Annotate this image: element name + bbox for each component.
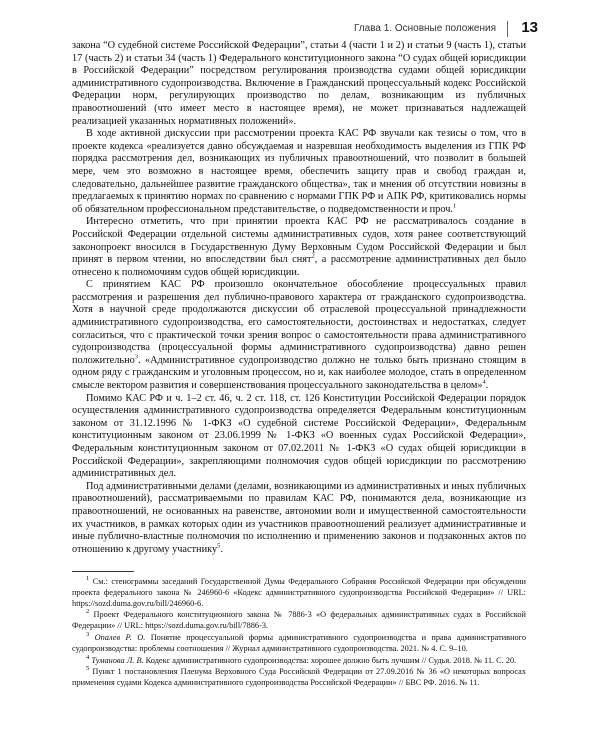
paragraph: закона “О судебной системе Российской Федерации”, статьи 4 (части 1 и 2) и статьи 9 (часть 1), статьи 17 (часть 2) и статьи 34 (часть 1) Федерального конституционного закона “О судах общей юрисдикции в Российской Федерации” посредством регулирования производства судами общей юрисдикции административного судопроизводства. Включение в Гражданский процессуальный кодекс Российской Федерации норм, регулирующих производство по делам, возникающим из публичных правоотношений (что имеет место в настоящее время), не может признаваться надлежащей реализацией указанных нормативных положений». [72,40,526,127]
footnote-number: 1 [86,575,90,583]
footnote-ref[interactable]: 4 [482,378,486,386]
header-divider [507,21,508,37]
footnote-number: 3 [86,631,90,639]
running-header [60,18,538,40]
footnote-number: 2 [86,608,90,616]
footnote: $^3$ Опалев Р. О. Понятие процессуальной формы административного судопроизводства и права административного судопроизводства: проблемы соотношения // Журнал административного судопроизводства. 2021. № 4. С. 9–10. [72,631,527,653]
footnote-divider [72,571,134,572]
footnote-author: Туманова Л. В. [91,655,144,665]
chapter-title: Глава 1. Основные положения [353,23,496,34]
footnote: $^2$ Проект Федерального конституционного закона № 7886-3 «О федеральных административных судах в Российской Федерации» // URL: https://sozd.duma.gov.ru/bill/7886-3. [72,608,526,631]
footnote-ref[interactable]: 1 [452,202,457,210]
footnote-number: 5 [86,665,90,673]
footnote-author: Опалев Р. О. [94,632,146,642]
main-text [72,40,526,556]
footnote: $^4$ Туманова Л. В. Кодекс административного судопроизводства: хорошее должно быть лучшим // Судья. 2018. № 11. С. 20. [86,653,517,665]
footnotes [72,577,526,690]
footnote-ref[interactable]: 2 [311,252,315,260]
footnote: $^5$ Пункт 1 постановления Пленума Верховного Суда Российской Федерации от 27.09.2016 № 36 «О некоторых вопросах применения судами Кодекса административного судопроизводства Российской Федерации» // БВС РФ. 2016. № 11. [72,665,526,688]
footnote-number: 4 [86,653,90,661]
page-number: 13 [521,19,538,36]
paragraph: В ходе активной дискуссии при рассмотрении проекта КАС РФ звучали как тезисы о том, что в проекте кодекса «реализуется давно обсуждаемая и назревшая необходимость выделения из ГПК РФ порядка рассмотрения дел, возникающих из публичных правоотношений, что позволит в большей мере, чем это возможно в настоящее время, обеспечить защиту прав и свобод граждан и, следовательно, дальнейшее развитие гражданского общества», так и мнения об отсутствии новизны в предлагаемых к принятию нормах по сравнению с нормами ГПК РФ и АПК РФ, критиковались нормы об обязательном профессиональном представительстве, о подведомственности и проч.$^1$ [72,128,526,215]
paragraph: Интересно отметить, что при принятии проекта КАС РФ не рассматривалось создание в Российской Федерации отдельной системы административных судов, хотя ранее соответствующий законопроект вносился в Государственную Думу Верховным Судом Российской Федерации и был принят в первом чтении, но впоследствии был снят$^2$, а рассмотрение административных дел было отнесено к полномочиям судов общей юрисдикции. [72,216,526,278]
footnote-ref[interactable]: 3 [134,353,138,361]
footnote-ref[interactable]: 5 [217,542,221,550]
footnote: $^1$ См.: стенограммы заседаний Государственной Думы Федерального Собрания Российской Федерации при обсуждении проекта федерального закона № 246960-6 «Кодекс административного судопроизводства Российской Федерации» // URL: https://sozd.duma.gov.ru/bill/246960-6. [72,575,526,608]
paragraph: Помимо КАС РФ и ч. 1–2 ст. 46, ч. 2 ст. 118, ст. 126 Конституции Российской Федерации порядок осуществления административного судопроизводства определяется Федеральным конституционным законом от 31.12.1996 № 1-ФКЗ «О судебной системе Российской Федерации», Федеральным конституционным законом от 23.06.1999 № 1-ФКЗ «О военных судах Российской Федерации», Федеральным конституционным законом от 07.02.2011 № 1-ФКЗ «О судах общей юрисдикции в Российской Федерации», закрепляющими полномочия судов общей юрисдикции по рассмотрению административных дел. [72,392,526,480]
paragraph: С принятием КАС РФ произошло окончательное обособление процессуальных правил рассмотрения и разрешения дел публично-правового характера от гражданского судопроизводства. Хотя в научной среде продолжаются дискуссии об отраслевой процессуальной принадлежности административного судопроизводства, его самостоятельности, достоинствах и недостатках, следует согласиться, что с практической точки зрения вопрос о самостоятельности права административного судопроизводства (процессуальной формы административного судопроизводства) давно решен положительно$^3$. «Административное судопроизводство должно не только быть признано стоящим в одном ряду с гражданским и уголовным процессом, но и, как наиболее молодое, стать в определенном смысле вектором развития и совершенствования процессуального законодательства в целом»$^4$. [72,279,526,392]
paragraph: Под административными делами (делами, возникающими из административных и иных публичных правоотношений), рассматриваемыми по правилам КАС РФ, понимаются дела, возникающие из правоотношений, не основанных на равенстве, автономии воли и имущественной самостоятельности их участников, в рамках которых один из участников правоотношений реализует административные и иные публично-властные полномочия по исполнению и применению законов и подзаконных актов по отношению к другому участнику$^5$. [72,480,526,555]
